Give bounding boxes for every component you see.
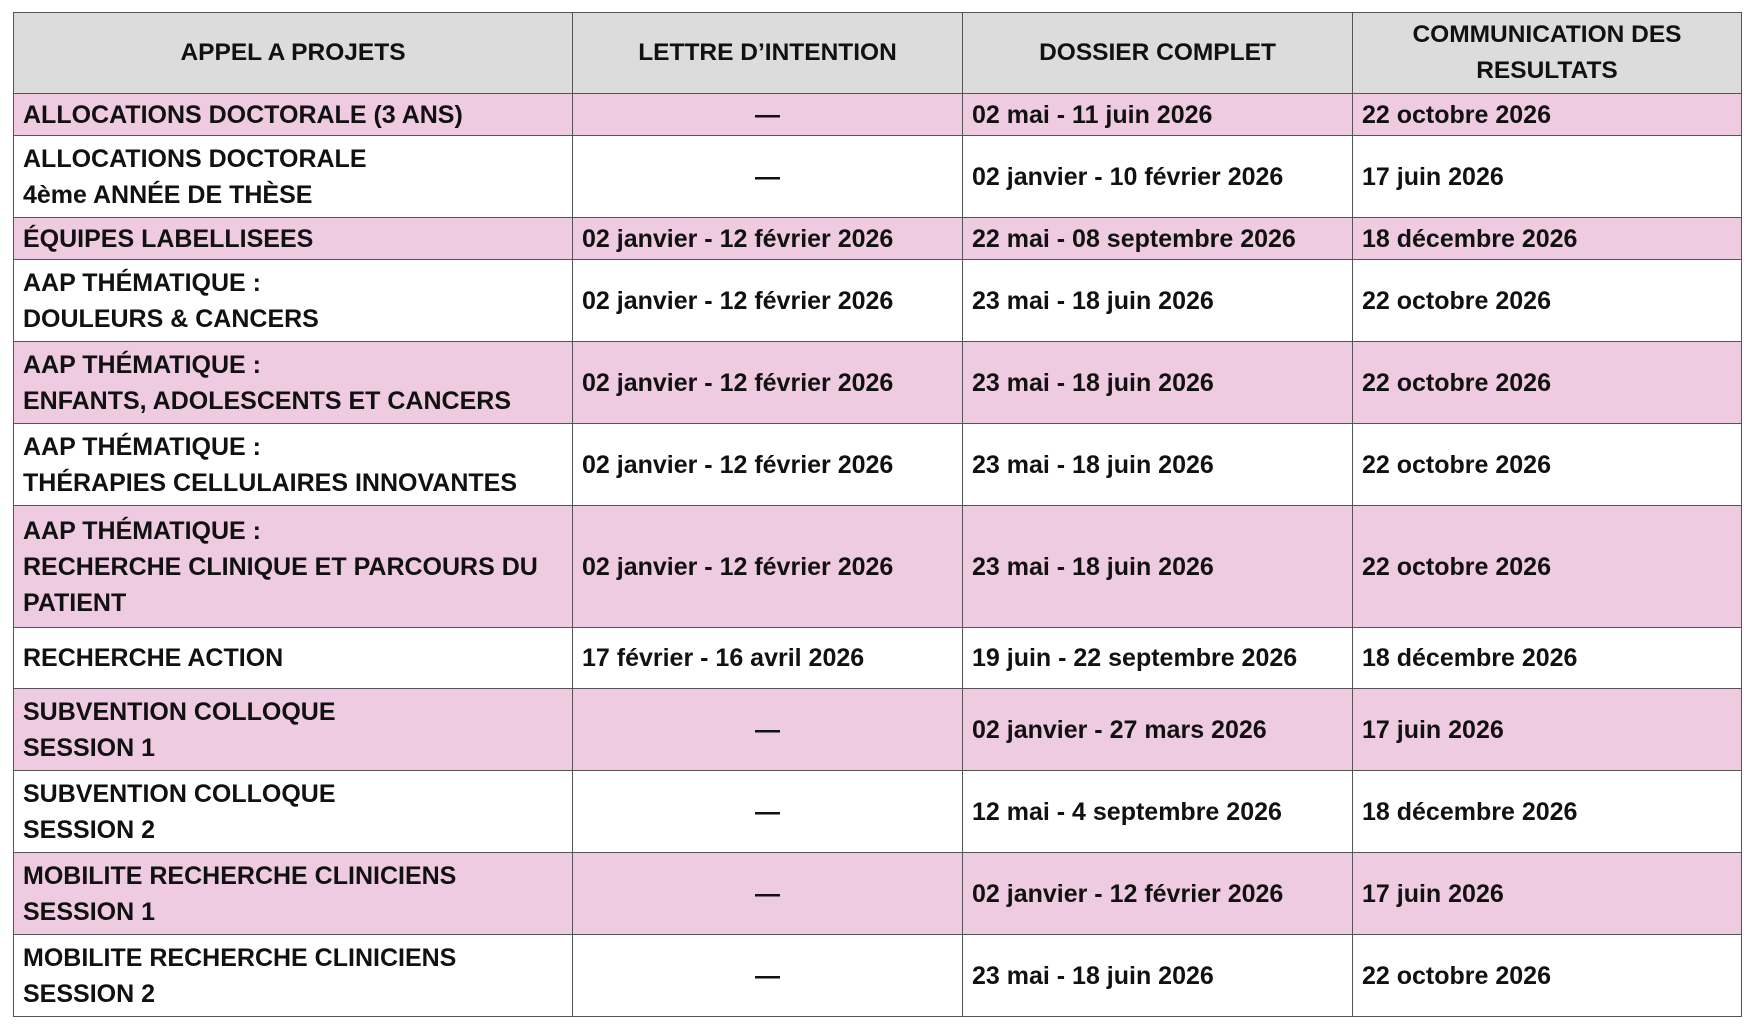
lettre-cell: — <box>573 935 963 1017</box>
lettre-cell: — <box>573 689 963 771</box>
appel-cell: AAP THÉMATIQUE : RECHERCHE CLINIQUE ET PARCOURS DU PATIENT <box>14 506 573 628</box>
dossier-cell: 23 mai - 18 juin 2026 <box>963 935 1353 1017</box>
communication-cell: 18 décembre 2026 <box>1353 218 1742 260</box>
lettre-cell: 02 janvier - 12 février 2026 <box>573 424 963 506</box>
communication-cell: 22 octobre 2026 <box>1353 506 1742 628</box>
dossier-cell: 23 mai - 18 juin 2026 <box>963 506 1353 628</box>
communication-cell: 17 juin 2026 <box>1353 136 1742 218</box>
appel-cell: SUBVENTION COLLOQUE SESSION 2 <box>14 771 573 853</box>
dossier-cell: 02 janvier - 12 février 2026 <box>963 853 1353 935</box>
communication-cell: 22 octobre 2026 <box>1353 424 1742 506</box>
lettre-cell: — <box>573 136 963 218</box>
header-appel-a-projets: APPEL A PROJETS <box>14 13 573 94</box>
communication-cell: 22 octobre 2026 <box>1353 935 1742 1017</box>
appel-cell: ÉQUIPES LABELLISEES <box>14 218 573 260</box>
appel-cell: AAP THÉMATIQUE : DOULEURS & CANCERS <box>14 260 573 342</box>
dossier-cell: 12 mai - 4 septembre 2026 <box>963 771 1353 853</box>
communication-cell: 17 juin 2026 <box>1353 853 1742 935</box>
header-lettre-intention: LETTRE D’INTENTION <box>573 13 963 94</box>
calls-schedule-table <box>13 12 1742 1017</box>
communication-cell: 17 juin 2026 <box>1353 689 1742 771</box>
dossier-cell: 23 mai - 18 juin 2026 <box>963 342 1353 424</box>
dossier-cell: 02 mai - 11 juin 2026 <box>963 94 1353 136</box>
dossier-cell: 23 mai - 18 juin 2026 <box>963 260 1353 342</box>
table-row <box>14 94 1742 136</box>
lettre-cell: 17 février - 16 avril 2026 <box>573 628 963 689</box>
table-row <box>14 342 1742 424</box>
appel-cell: AAP THÉMATIQUE : THÉRAPIES CELLULAIRES INNOVANTES <box>14 424 573 506</box>
appel-cell: SUBVENTION COLLOQUE SESSION 1 <box>14 689 573 771</box>
lettre-cell: — <box>573 771 963 853</box>
appel-cell: ALLOCATIONS DOCTORALE (3 ANS) <box>14 94 573 136</box>
header-communication-resultats: COMMUNICATION DES RESULTATS <box>1353 13 1742 94</box>
dossier-cell: 23 mai - 18 juin 2026 <box>963 424 1353 506</box>
table-row <box>14 689 1742 771</box>
lettre-cell: 02 janvier - 12 février 2026 <box>573 260 963 342</box>
table-row <box>14 853 1742 935</box>
lettre-cell: — <box>573 853 963 935</box>
dossier-cell: 02 janvier - 27 mars 2026 <box>963 689 1353 771</box>
table-header-row <box>14 13 1742 94</box>
lettre-cell: 02 janvier - 12 février 2026 <box>573 218 963 260</box>
lettre-cell: 02 janvier - 12 février 2026 <box>573 506 963 628</box>
appel-cell: ALLOCATIONS DOCTORALE 4ème ANNÉE DE THÈSE <box>14 136 573 218</box>
dossier-cell: 19 juin - 22 septembre 2026 <box>963 628 1353 689</box>
lettre-cell: 02 janvier - 12 février 2026 <box>573 342 963 424</box>
dossier-cell: 02 janvier - 10 février 2026 <box>963 136 1353 218</box>
header-dossier-complet: DOSSIER COMPLET <box>963 13 1353 94</box>
lettre-cell: — <box>573 94 963 136</box>
table-row <box>14 506 1742 628</box>
communication-cell: 18 décembre 2026 <box>1353 628 1742 689</box>
appel-cell: MOBILITE RECHERCHE CLINICIENS SESSION 2 <box>14 935 573 1017</box>
table-row <box>14 628 1742 689</box>
communication-cell: 22 octobre 2026 <box>1353 260 1742 342</box>
communication-cell: 22 octobre 2026 <box>1353 342 1742 424</box>
table-row <box>14 218 1742 260</box>
communication-cell: 22 octobre 2026 <box>1353 94 1742 136</box>
table-row <box>14 424 1742 506</box>
appel-cell: MOBILITE RECHERCHE CLINICIENS SESSION 1 <box>14 853 573 935</box>
table-row <box>14 771 1742 853</box>
appel-cell: RECHERCHE ACTION <box>14 628 573 689</box>
appel-cell: AAP THÉMATIQUE : ENFANTS, ADOLESCENTS ET CANCERS <box>14 342 573 424</box>
table-row <box>14 136 1742 218</box>
communication-cell: 18 décembre 2026 <box>1353 771 1742 853</box>
table-row <box>14 935 1742 1017</box>
table-row <box>14 260 1742 342</box>
dossier-cell: 22 mai - 08 septembre 2026 <box>963 218 1353 260</box>
